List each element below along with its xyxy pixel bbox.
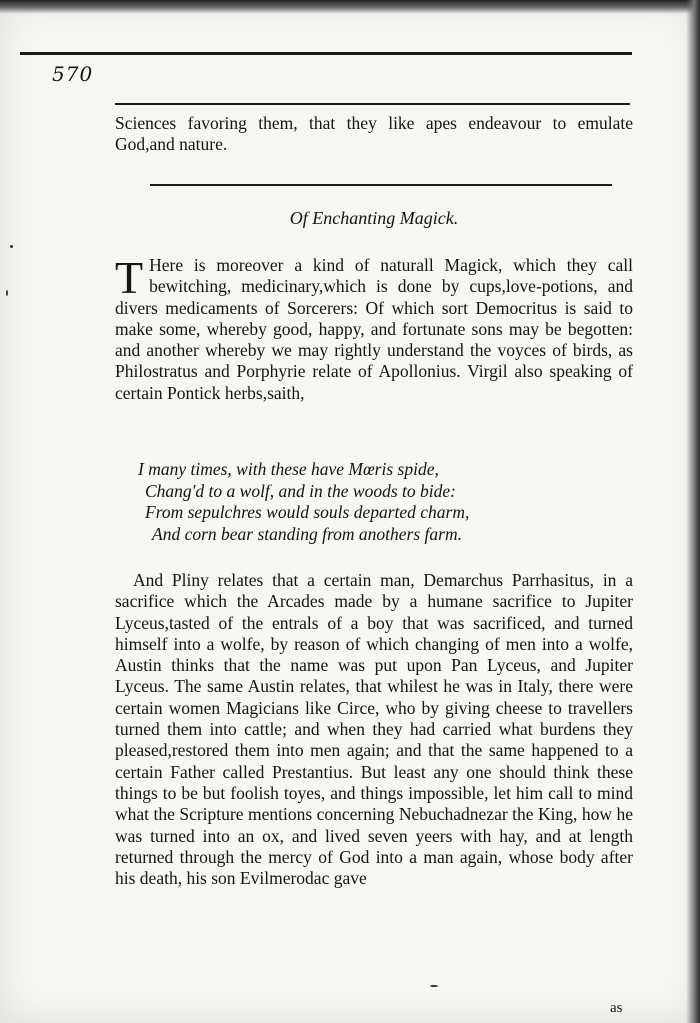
ink-speck: [6, 290, 8, 296]
ink-speck: [10, 245, 13, 248]
ink-speck: [430, 985, 438, 987]
section-title: Of Enchanting Magick.: [289, 208, 459, 228]
verse-block: [138, 459, 469, 545]
page-number: 570: [52, 62, 94, 86]
opening-text: Sciences favoring them, that they like apes endeavour to emulate God,and nature.: [115, 113, 633, 155]
verse-line: From sepulchres would souls departed charm,: [145, 502, 470, 522]
verse-line: And corn bear standing from anothers farm.: [152, 523, 462, 544]
header-rule: [20, 52, 632, 55]
verse-line: Chang'd to a wolf, and in the woods to bide:: [145, 480, 456, 501]
catchword: as: [610, 1000, 623, 1016]
drop-cap: T: [115, 252, 144, 303]
page-binding-shadow: [686, 0, 700, 1023]
section-divider: [150, 184, 612, 186]
paragraph-1: [115, 252, 633, 404]
paragraph-2: And Pliny relates that a certain man, Demarchus Parrhasitus, in a sacrifice which the Arcades made by a humane sacrifice to Jupiter Lyceus,tasted of the entrals of a boy that was sacrificed, and turned himself into a wolfe, by reason of which changing of men into a wolfe, Austin thinks that the name was put upon Pan Lyceus, and Jupiter Lyceus. The same Austin relates, that whilest he was in Italy, there were certain women Magicians like Circe, who by giving cheese to travellers turned them into cattle; and when they had carried what burdens they pleased,restored them into men again; and that the same happened to a certain Father called Prestantius. But least any one should think these things to be but foolish toyes, and things impossible, let him call to mind what the Scripture mentions concerning Nebuchadnezar the King, how he was turned into an ox, and lived seven yeers with hay, and at length returned through the mercy of God into a man again, whose body after his death, his son Evilmerodac gave: [115, 570, 633, 889]
header-rule-lower: [115, 103, 630, 105]
verse-line: I many times, with these have Mœris spide,: [138, 459, 439, 479]
page-top-edge-shadow: [0, 0, 700, 14]
paragraph-1-text: Here is moreover a kind of naturall Magick, which they call bewitching, medicinary,which is done by cups,love-potions, and divers medicaments of Sorcerers: Of which sort Democritus is said to make some, whereby good, happy, and fortunate sons may be begotten: and another whereby we may rightly understand the voyces of birds, as Philostratus and Porphyrie relate of Apollonius. Virgil also speaking of certain Pontick herbs,saith,: [115, 255, 633, 403]
